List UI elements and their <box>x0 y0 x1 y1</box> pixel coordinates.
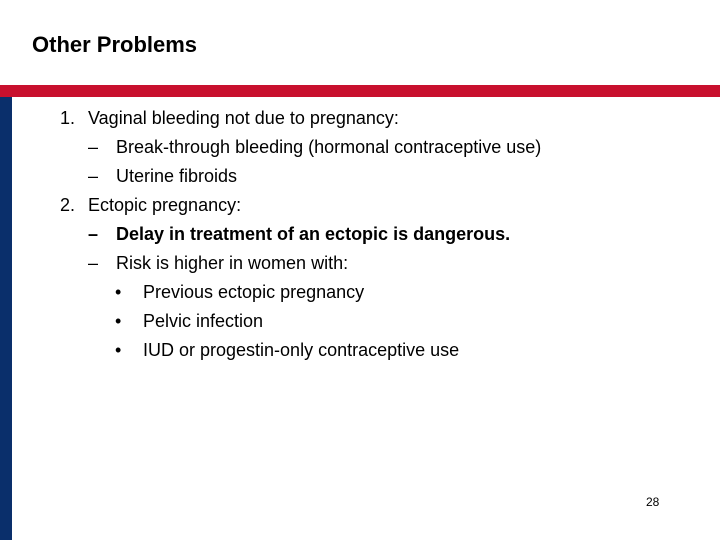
slide-title: Other Problems <box>32 32 198 57</box>
risk-item-text: Pelvic infection <box>143 311 264 331</box>
list-item-vaginal-bleeding <box>0 104 700 133</box>
page-number: 28 <box>646 495 660 509</box>
title-rule <box>0 85 720 97</box>
risk-item-text: IUD or progestin-only contraceptive use <box>143 340 460 360</box>
list-item-text: Vaginal bleeding not due to pregnancy: <box>88 108 399 128</box>
sub-item-text: Uterine fibroids <box>116 166 238 186</box>
sub-item-text: Delay in treatment of an ectopic is dangerous. <box>116 224 511 244</box>
risk-item-iud-progestin <box>0 336 700 365</box>
number-marker: 1. <box>60 108 76 128</box>
risk-item-text: Previous ectopic pregnancy <box>143 282 365 302</box>
body-list <box>0 104 700 365</box>
list-item-text: Ectopic pregnancy: <box>88 195 242 215</box>
dash-marker: – <box>88 253 99 273</box>
dash-marker: – <box>88 224 99 244</box>
bullet-marker: • <box>115 282 122 302</box>
sub-item-delay-warning <box>0 220 700 249</box>
risk-item-pelvic-infection <box>0 307 700 336</box>
sub-item-risk-factors <box>0 249 700 278</box>
bullet-marker: • <box>115 311 122 331</box>
bullet-marker: • <box>115 340 122 360</box>
risk-item-previous-ectopic <box>0 278 700 307</box>
sub-item-text: Break-through bleeding (hormonal contraceptive use) <box>116 137 542 157</box>
dash-marker: – <box>88 166 99 186</box>
sub-item-text: Risk is higher in women with: <box>116 253 349 273</box>
dash-marker: – <box>88 137 99 157</box>
sub-item-breakthrough-bleeding <box>0 133 700 162</box>
number-marker: 2. <box>60 195 76 215</box>
sub-item-uterine-fibroids <box>0 162 700 191</box>
list-item-ectopic-pregnancy <box>0 191 700 220</box>
